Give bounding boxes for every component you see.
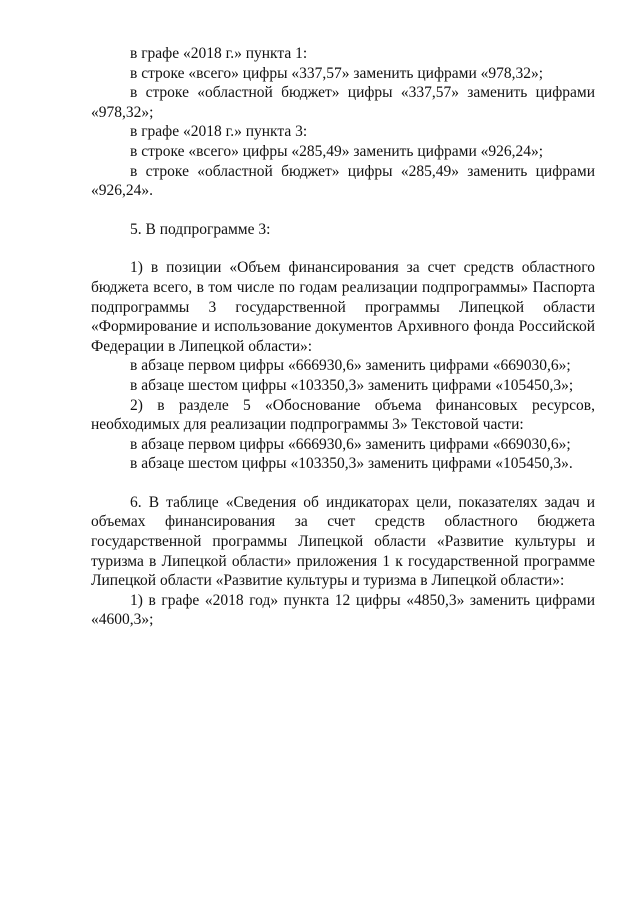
paragraph: в графе «2018 г.» пункта 1: — [130, 45, 308, 62]
paragraph: 6. В таблице «Сведения об индикаторах цели, показателях задач и объемах финансирования за счет средств областного бюджета государственной программы Липецкой области «Развитие культуры и туризма в Липецкой области» приложения 1 к государственной программе Липецкой области «Развитие культуры и туризма в Липецкой области»: — [91, 493, 595, 590]
paragraph: в графе «2018 г.» пункта 3: — [130, 123, 308, 141]
document-body — [91, 44, 595, 630]
paragraph: в абзаце первом цифры «666930,6» заменить цифрами «669030,6»; — [130, 435, 571, 453]
paragraph: в абзаце шестом цифры «103350,3» заменить цифрами «105450,3»; — [130, 376, 574, 394]
paragraph: в абзаце первом цифры «666930,6» заменить цифрами «669030,6»; — [130, 357, 571, 375]
section-heading: 5. В подпрограмме 3: — [130, 220, 271, 238]
paragraph: в строке «областной бюджет» цифры «337,57» заменить цифрами «978,32»; — [91, 84, 595, 121]
paragraph: 1) в позиции «Объем финансирования за счет средств областного бюджета всего, в том числе по годам реализации подпрограммы» Паспорта подпрограммы 3 государственной программы Липецкой области «Формирование и использование документов Архивного фонда Российской Федерации в Липецкой области»: — [91, 259, 595, 355]
paragraph: 2) в разделе 5 «Обоснование объема финансовых ресурсов, необходимых для реализации подпрограммы 3» Текстовой части: — [91, 396, 595, 434]
paragraph: 1) в графе «2018 год» пункта 12 цифры «4850,3» заменить цифрами «4600,3»; — [91, 591, 595, 629]
paragraph: в строке «всего» цифры «337,57» заменить цифрами «978,32»; — [130, 64, 544, 82]
paragraph: в абзаце шестом цифры «103350,3» заменить цифрами «105450,3». — [130, 455, 573, 473]
paragraph: в строке «всего» цифры «285,49» заменить цифрами «926,24»; — [130, 142, 544, 160]
paragraph: в строке «областной бюджет» цифры «285,49» заменить цифрами «926,24». — [91, 162, 595, 200]
